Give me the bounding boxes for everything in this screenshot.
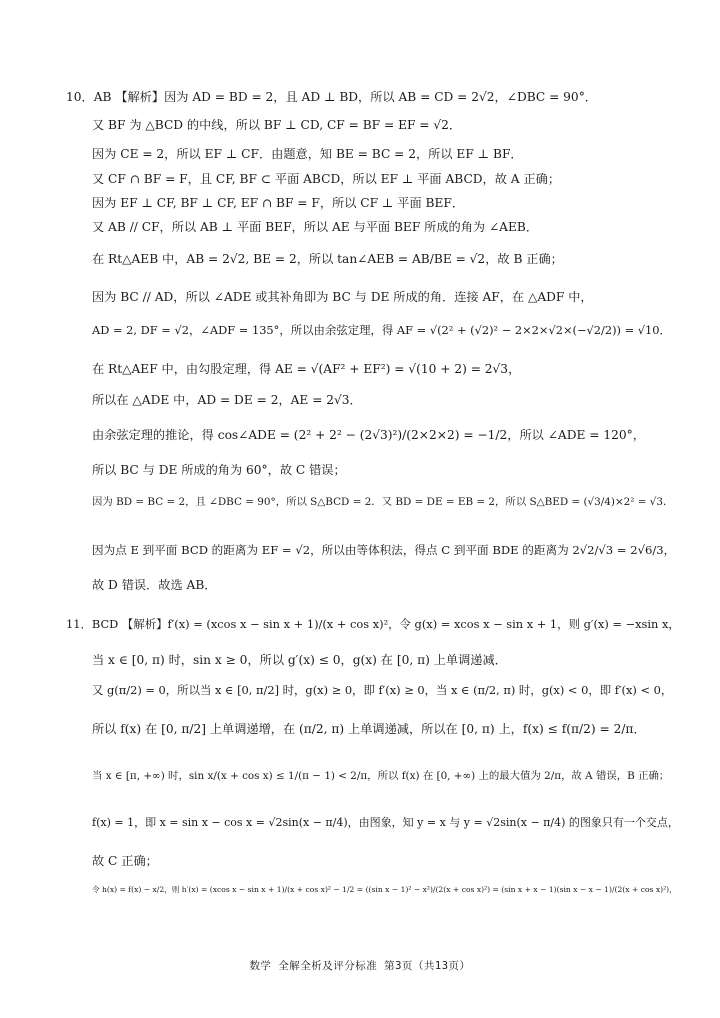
text-line-13: 所以 BC 与 DE 所成的角为 60°，故 C 错误； [92, 463, 346, 477]
text-line-5: 因为 EF ⊥ CF, BF ⊥ CF, EF ∩ BF = F，所以 CF ⊥ 平面 BEF． [92, 196, 465, 210]
page-footer: 数学 全解全析及评分标准 第3页（共13页） [249, 960, 471, 972]
text-line-23: 故 C 正确； [92, 854, 158, 868]
text-line-4: 又 CF ∩ BF = F，且 CF, BF ⊂ 平面 ABCD，所以 EF ⊥ 平面 ABCD，故 A 正确； [92, 172, 561, 186]
text-line-6: 又 AB // CF，所以 AB ⊥ 平面 BEF，所以 AE 与平面 BEF 所成的角为 ∠AEB． [92, 220, 539, 234]
text-line-19: 又 g(π/2) = 0，所以当 x ∈ [0, π/2] 时，g(x) ≥ 0，即 f′(x) ≥ 0，当 x ∈ (π/2, π) 时，g(x) < 0，即 f′(x) < 0， [92, 683, 673, 697]
text-line-7: 在 Rt△AEB 中，AB = 2√2, BE = 2，所以 tan∠AEB = AB/BE = √2，故 B 正确； [92, 252, 563, 266]
text-line-10: 在 Rt△AEF 中，由勾股定理，得 AE = √(AF² + EF²) = √(10 + 2) = 2√3， [92, 362, 521, 376]
text-line-9: AD = 2, DF = √2，∠ADF = 135°，所以由余弦定理，得 AF = √(2² + (√2)² − 2×2×√2×(−√2/2)) = √10． [92, 323, 671, 337]
text-line-8: 因为 BC // AD，所以 ∠ADE 或其补角即为 BC 与 DE 所成的角．连接 AF，在 △ADF 中， [92, 290, 593, 304]
text-line-21: 当 x ∈ [π, +∞) 时，sin x/(x + cos x) ≤ 1/(π − 1) < 2/π，所以 f(x) 在 [0, +∞) 上的最大值为 2/π，故 A 错误，B 正确； [92, 770, 670, 782]
text-line-3: 因为 CE = 2，所以 EF ⊥ CF．由题意，知 BE = BC = 2，所以 EF ⊥ BF． [92, 147, 523, 161]
text-line-24: 令 h(x) = f(x) − x/2，则 h′(x) = (xcos x − sin x + 1)/(x + cos x)² − 1/2 = ((sin x − 1)² − x²)/(2(x + cos x)²) = (sin x + x − 1)(sin x − x − 1)/(2(x + cos x)²)， [92, 885, 677, 894]
text-line-14: 因为 BD = BC = 2，且 ∠DBC = 90°，所以 S△BCD = 2．又 BD = DE = EB = 2，所以 S△BED = (√3/4)×2² = √3． [92, 496, 674, 508]
text-line-17: 11．BCD 【解析】f′(x) = (xcos x − sin x + 1)/(x + cos x)²，令 g(x) = xcos x − sin x + 1，则 g′(x) = −xsin x， [66, 617, 680, 631]
text-line-15: 因为点 E 到平面 BCD 的距离为 EF = √2，所以由等体积法，得点 C 到平面 BDE 的距离为 2√2/√3 = 2√6/3， [92, 543, 676, 557]
text-line-22: f(x) = 1，即 x = sin x − cos x = √2sin(x − π/4)，由图象，知 y = x 与 y = √2sin(x − π/4) 的图象只有一个交点， [92, 816, 679, 829]
text-line-20: 所以 f(x) 在 [0, π/2] 上单调递增，在 (π/2, π) 上单调递减，所以在 [0, π) 上，f(x) ≤ f(π/2) = 2/π． [92, 722, 646, 736]
text-line-1: 10．AB 【解析】因为 AD = BD = 2，且 AD ⊥ BD，所以 AB = CD = 2√2，∠DBC = 90°． [66, 90, 597, 104]
text-line-2: 又 BF 为 △BCD 的中线，所以 BF ⊥ CD, CF = BF = EF = √2． [92, 118, 462, 132]
text-line-12: 由余弦定理的推论，得 cos∠ADE = (2² + 2² − (2√3)²)/(2×2×2) = −1/2，所以 ∠ADE = 120°， [92, 428, 645, 442]
text-line-16: 故 D 错误．故选 AB． [92, 578, 217, 592]
text-line-18: 当 x ∈ [0, π) 时，sin x ≥ 0，所以 g′(x) ≤ 0，g(x) 在 [0, π) 上单调递减． [92, 653, 507, 667]
text-line-11: 所以在 △ADE 中，AD = DE = 2，AE = 2√3． [92, 393, 362, 407]
